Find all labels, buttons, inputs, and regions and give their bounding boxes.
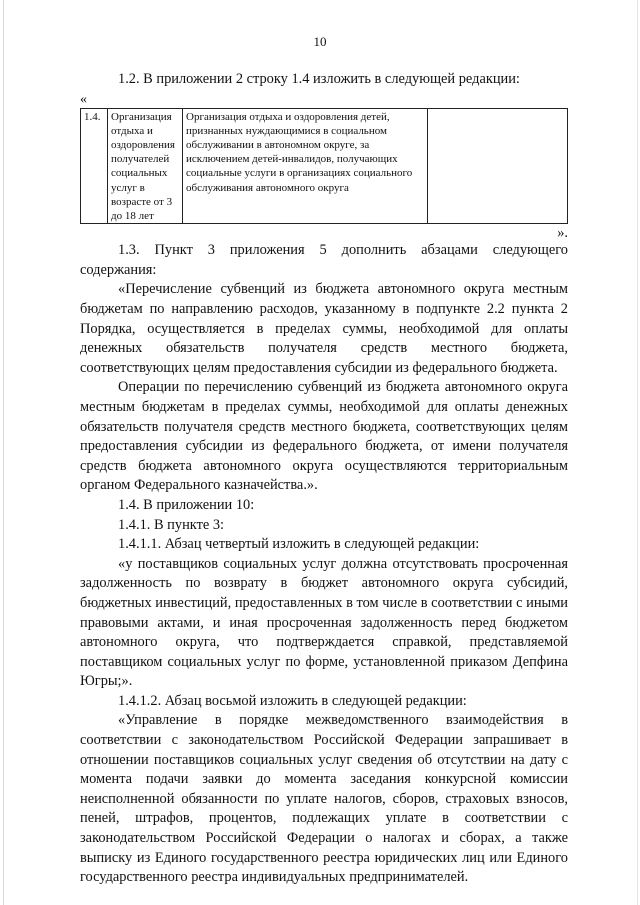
row-number-cell: 1.4.: [81, 108, 108, 224]
page-number: 10: [313, 34, 327, 49]
category-cell: Организация отдыха и оздоровления получателей социальных услуг в возрасте от 3 до 18 лет: [108, 108, 183, 224]
paragraph-1-4-1-2: 1.4.1.2. Абзац восьмой изложить в следующей редакции:: [118, 692, 467, 709]
paragraph-1-4: 1.4. В приложении 10:: [118, 496, 255, 513]
amendment-table: [80, 108, 568, 225]
description-cell: Организация отдыха и оздоровления детей, признанных нуждающимися в социальном обслуживании в автономном округе, за исключением детей-инвалидов, получающих социальные услуги в организациях социального обслуживания автономного округа: [183, 108, 428, 224]
paragraph-interagency-request: «Управление в порядке межведомственного взаимодействия в соответствии с законодательством Российской Федерации запрашивает в отношении поставщиков социальных услуг сведения об отсутствии на дату с момента подачи заявки до момента заседания конкурсной комиссии неисполненной обязанности по уплате налогов, сборов, страховых взносов, пеней, штрафов, процентов, подлежащих уплате в соответствии с законодательством Российской Федерации о налогах и сборах, а также выписку из Единого государственного реестра юридических лиц или Единого государственного реестра индивидуальных предпринимателей.: [80, 712, 568, 886]
document-body: [80, 70, 568, 888]
paragraph-supplier-debt: «у поставщиков социальных услуг должна отсутствовать просроченная задолженность по возврату в бюджет автономного округа субсидий, бюджетных инвестиций, предоставленных в том числе в соответствии с иными правовыми актами, и иная просроченная задолженность перед бюджетом автономного округа, что подтверждается справкой, представляемой поставщиком социальных услуг по форме, установленной приказом Депфина Югры;».: [80, 555, 568, 690]
table-row: [81, 108, 568, 224]
page-edge-right: [637, 0, 638, 905]
page-edge-left: [3, 0, 4, 905]
intro-paragraph: 1.2. В приложении 2 строку 1.4 изложить в следующей редакции:: [118, 71, 520, 87]
paragraph-subvention-transfer: «Перечисление субвенций из бюджета автономного округа местным бюджетам по направлению расходов, указанному в подпункте 2.2 пункта 2 Порядка, осуществляется в пределах суммы, необходимой для оплаты денежных обязательств получателя средств местного бюджета, соответствующих целям предоставления субсидии из федерального бюджета.: [80, 281, 568, 376]
paragraph-subvention-operations: Операции по перечислению субвенций из бюджета автономного округа местным бюджетам в пределах суммы, необходимой для оплаты денежных обязательств получателя средств местного бюджета, соответствующих целям предоставления субсидии из федерального бюджета, от имени получателя средств бюджета автономного округа осуществляются территориальным органом Федерального казначейства.».: [80, 379, 568, 494]
quote-open-mark: «: [80, 91, 87, 107]
paragraph-1-4-1: 1.4.1. В пункте 3:: [118, 516, 225, 533]
paragraph-1-3: 1.3. Пункт 3 приложения 5 дополнить абзацами следующего содержания:: [80, 242, 568, 278]
quote-close-mark: ».: [557, 225, 568, 242]
empty-cell: [428, 108, 568, 224]
paragraph-1-4-1-1: 1.4.1.1. Абзац четвертый изложить в следующей редакции:: [118, 536, 480, 553]
